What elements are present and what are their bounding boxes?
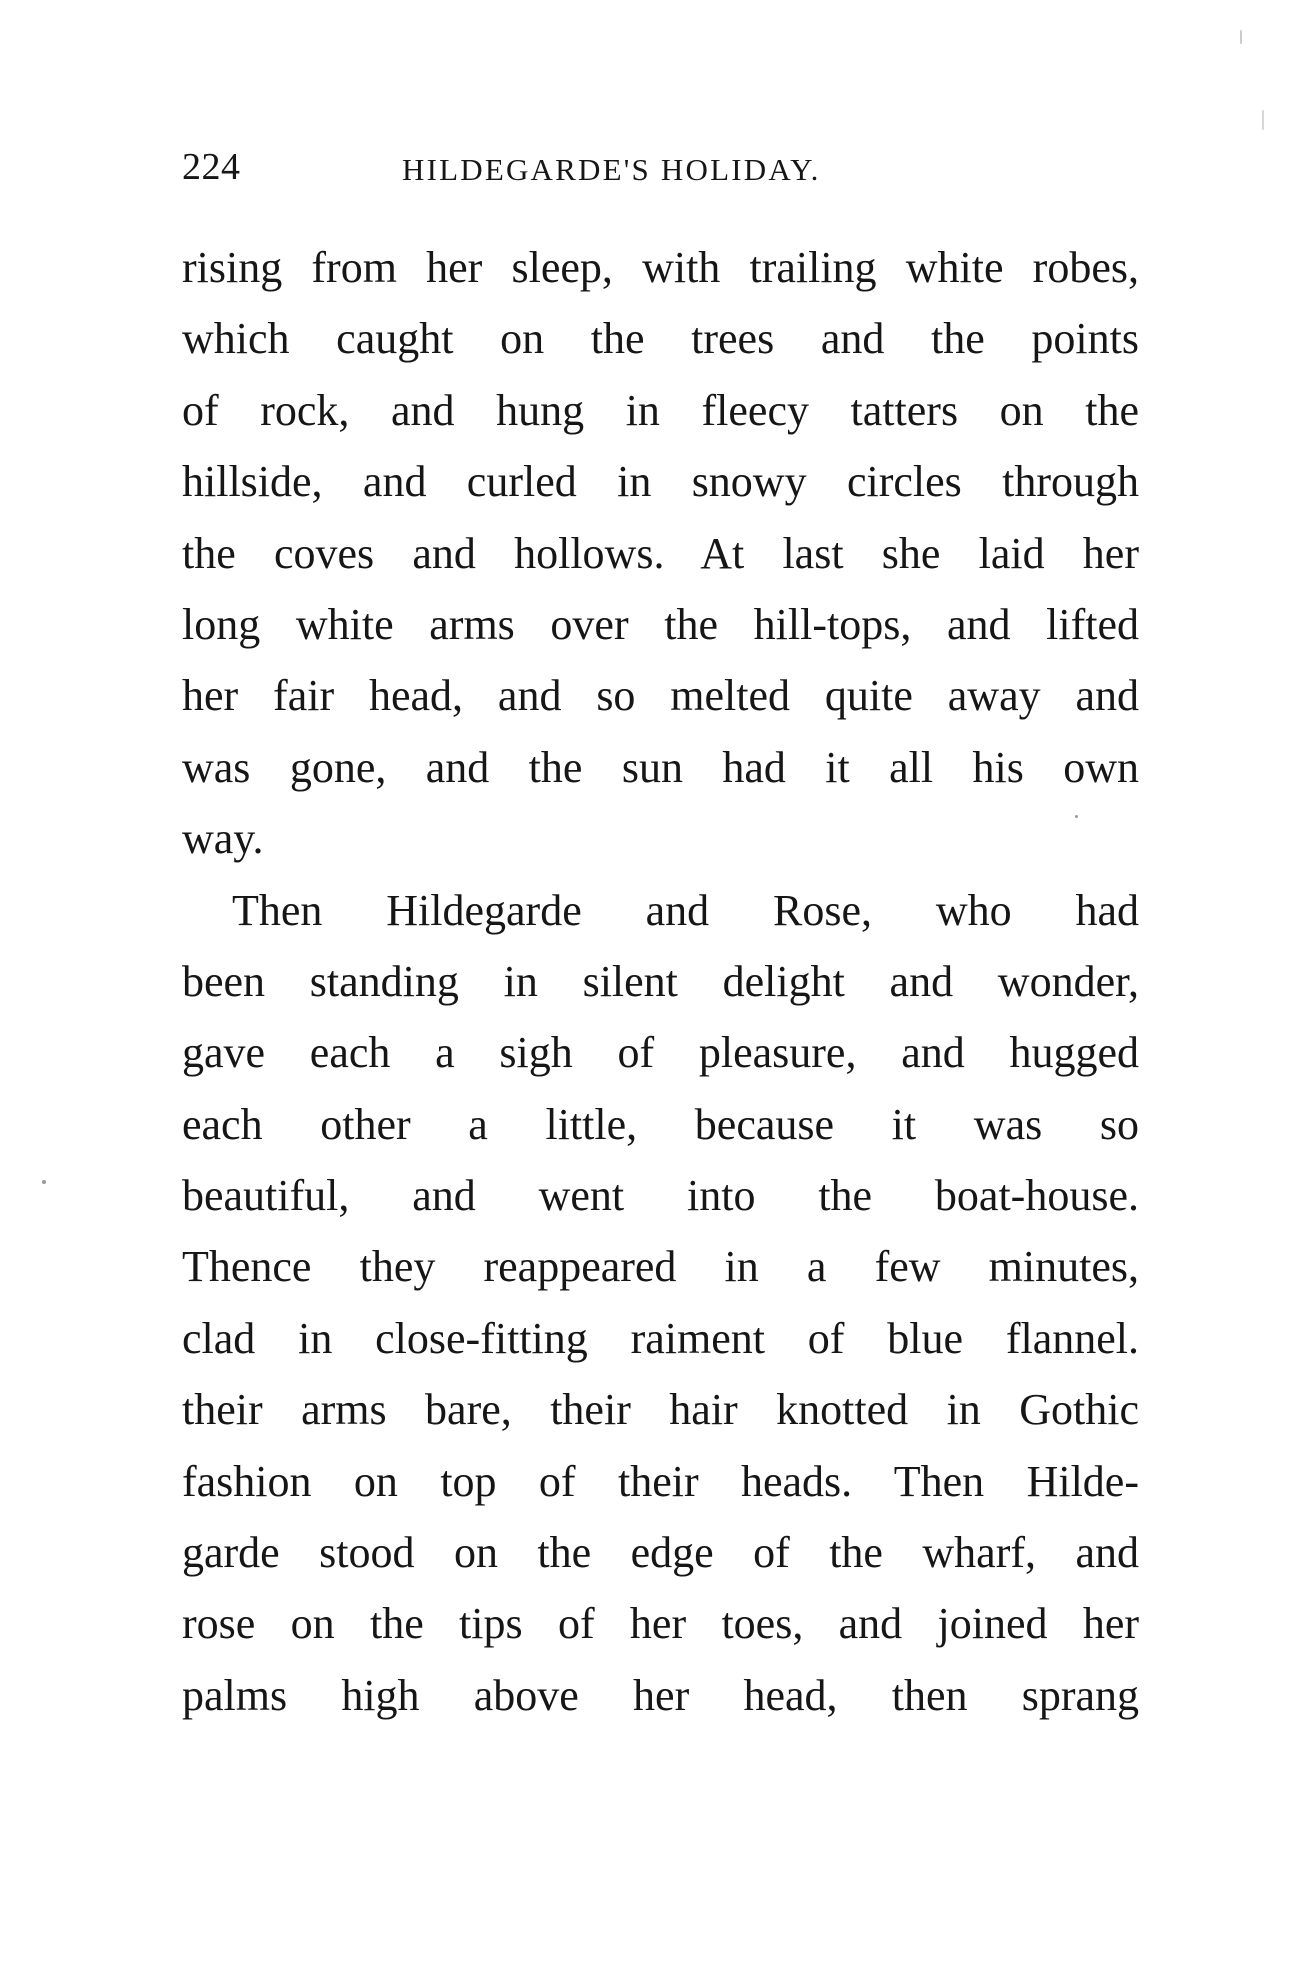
text-line: their arms bare, their hair knotted in Gothic — [182, 1385, 1139, 1435]
text-line: palms high above her head, then sprang — [182, 1670, 1139, 1720]
text-line: clad in close-fitting raiment of blue flannel. — [182, 1313, 1139, 1363]
text-line: the coves and hollows. At last she laid her — [182, 528, 1139, 578]
text-line: hillside, and curled in snowy circles through — [182, 457, 1139, 507]
text-line: was gone, and the sun had it all his own — [182, 742, 1139, 792]
paragraph-1 — [182, 232, 1139, 875]
body-text — [182, 232, 1139, 1731]
scan-speck — [1075, 815, 1078, 818]
text-line: each other a little, because it was so — [182, 1099, 1139, 1149]
text-line: way. — [182, 814, 264, 864]
text-line: been standing in silent delight and wonder, — [182, 956, 1139, 1006]
scan-speck — [1240, 30, 1242, 44]
text-line: fashion on top of their heads. Then Hilde- — [182, 1456, 1139, 1506]
text-line: Thence they reappeared in a few minutes, — [182, 1242, 1139, 1292]
text-line: garde stood on the edge of the wharf, and — [182, 1528, 1139, 1578]
page-number: 224 — [182, 146, 241, 188]
text-line: her fair head, and so melted quite away and — [182, 671, 1139, 721]
running-title: HILDEGARDE'S HOLIDAY. — [402, 152, 821, 187]
text-line: rose on the tips of her toes, and joined her — [182, 1599, 1139, 1649]
scan-speck — [1262, 110, 1264, 130]
text-line: Then Hildegarde and Rose, who had — [232, 885, 1139, 935]
text-line: long white arms over the hill-tops, and lifted — [182, 599, 1139, 649]
text-line: rising from her sleep, with trailing white robes, — [182, 243, 1139, 292]
running-head — [182, 142, 1142, 192]
scan-speck — [42, 1180, 46, 1184]
paragraph-2 — [182, 875, 1139, 1732]
text-line: beautiful, and went into the boat-house. — [182, 1171, 1139, 1221]
text-line: which caught on the trees and the points — [182, 314, 1139, 364]
text-line: gave each a sigh of pleasure, and hugged — [182, 1028, 1139, 1078]
text-line: of rock, and hung in fleecy tatters on the — [182, 385, 1139, 435]
